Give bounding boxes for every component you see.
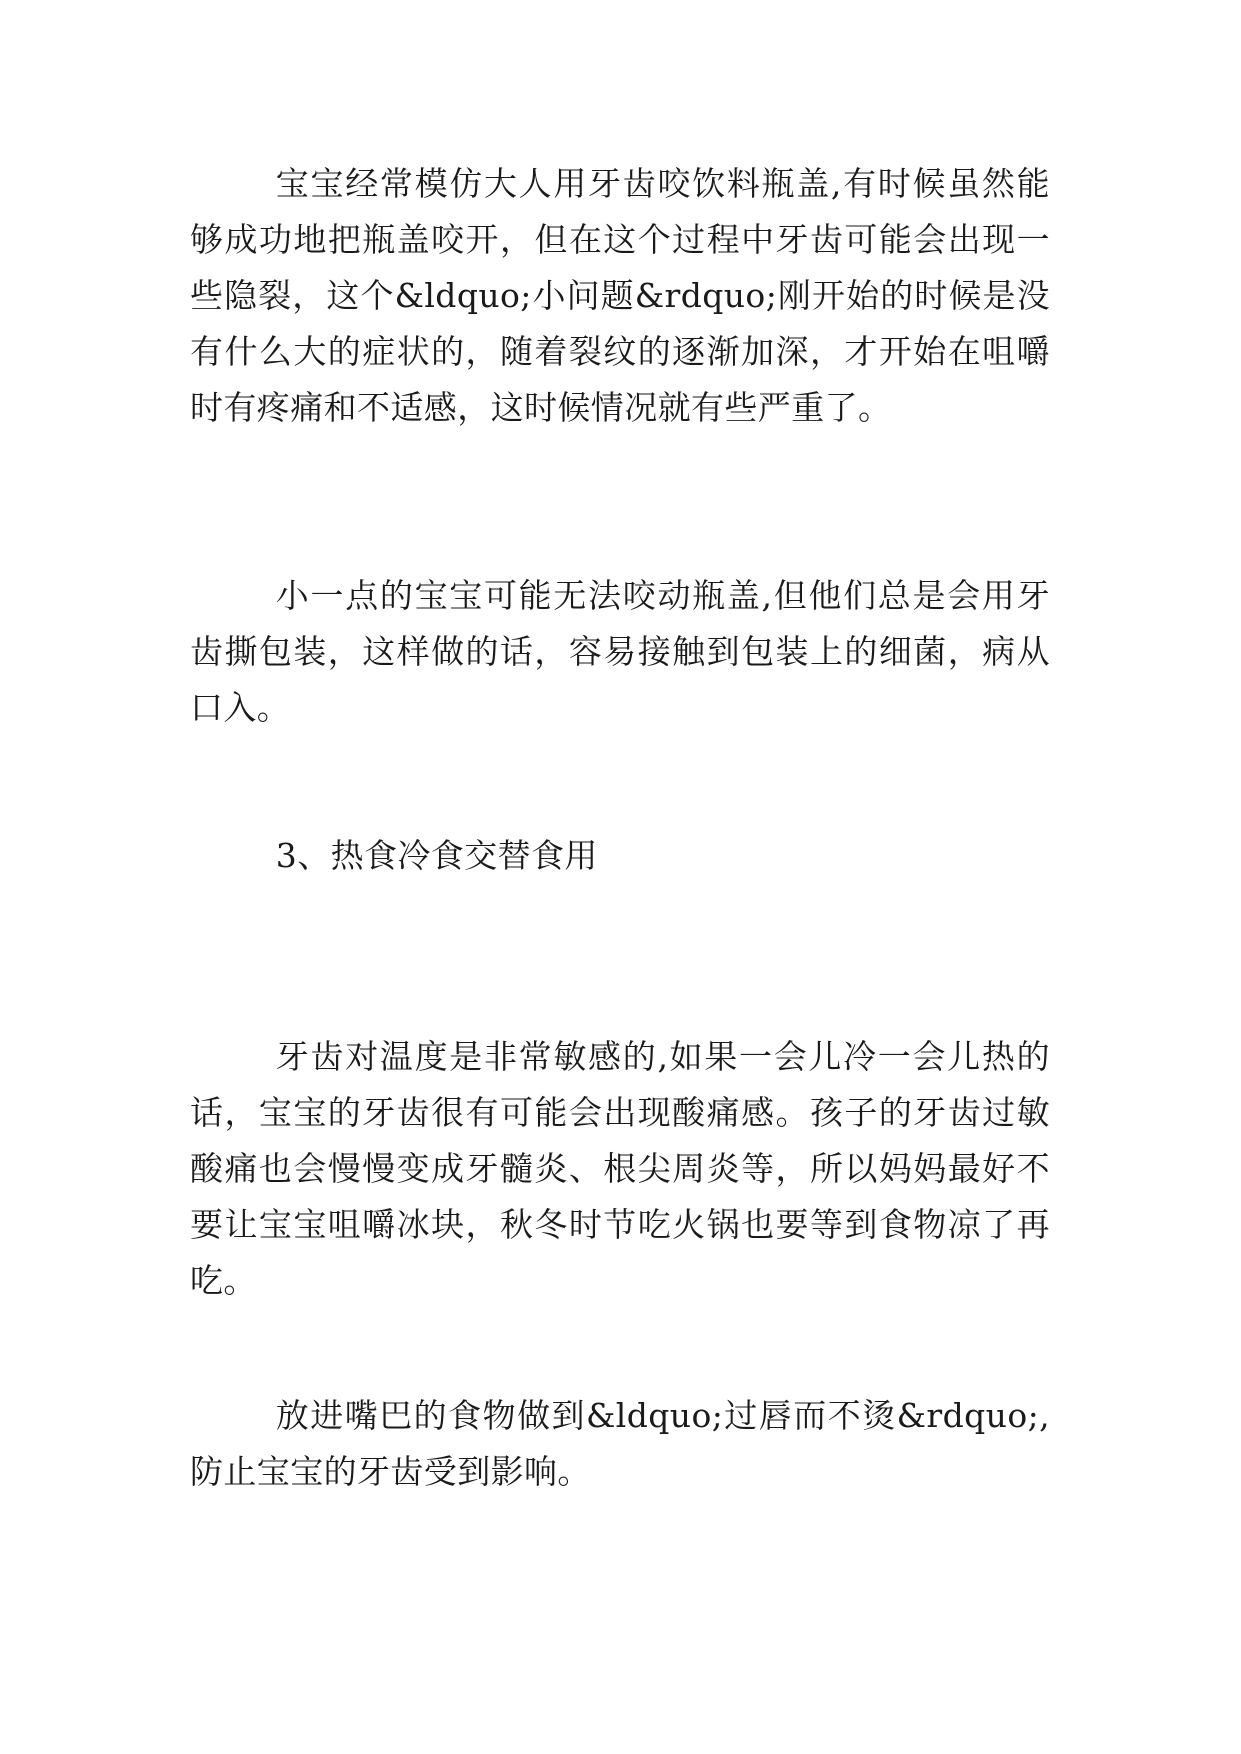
paragraph-tearing-packaging: 小一点的宝宝可能无法咬动瓶盖,但他们总是会用牙齿撕包装，这样做的话，容易接触到包装上的细菌，病从口入。 [190, 576, 1050, 727]
paragraph-temperature-sensitivity: 牙齿对温度是非常敏感的,如果一会儿冷一会儿热的话，宝宝的牙齿很有可能会出现酸痛感。孩子的牙齿过敏酸痛也会慢慢变成牙髓炎、根尖周炎等，所以妈妈最好不要让宝宝咀嚼冰块，秋冬时节吃火锅也要等到食物凉了再吃。 [190, 1037, 1050, 1300]
paragraph-not-too-hot: 放进嘴巴的食物做到&ldquo;过唇而不烫&rdquo;,防止宝宝的牙齿受到影响。 [190, 1396, 1050, 1491]
paragraph-bottle-cap-biting: 宝宝经常模仿大人用牙齿咬饮料瓶盖,有时候虽然能够成功地把瓶盖咬开，但在这个过程中牙齿可能会出现一些隐裂，这个&ldquo;小问题&rdquo;刚开始的时候是没有什么大的症状的，随着裂纹的逐渐加深，才开始在咀嚼时有疼痛和不适感，这时候情况就有些严重了。 [190, 164, 1050, 427]
section-heading-hot-cold-food: 3、热食冷食交替食用 [275, 836, 598, 875]
